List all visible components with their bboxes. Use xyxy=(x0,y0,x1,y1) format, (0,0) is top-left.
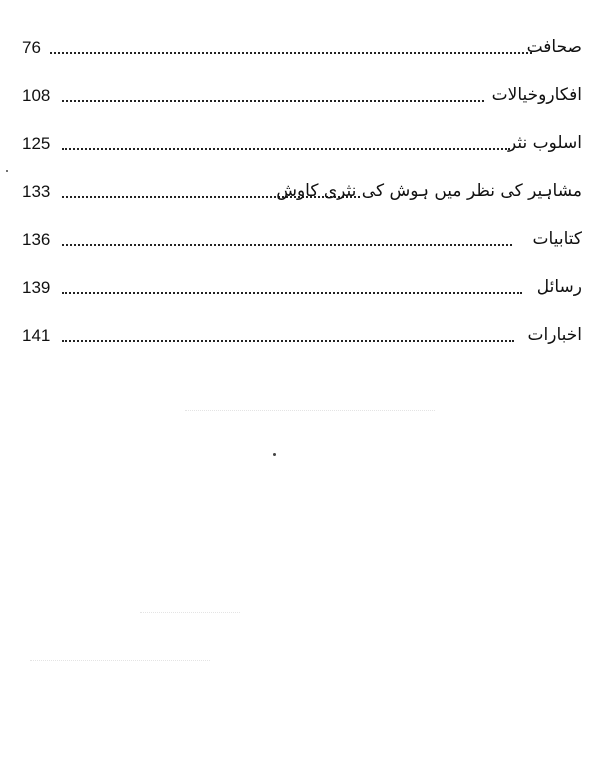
toc-dot-leader xyxy=(62,100,484,102)
toc-entry xyxy=(22,174,582,208)
toc-dot-leader xyxy=(62,244,512,246)
toc-entry-title: مشاہیر کی نظر میں ہوش کی نثری کاوش xyxy=(276,181,582,201)
toc-page-number: 139 xyxy=(22,278,51,297)
toc-entry xyxy=(22,126,582,160)
toc-dot-leader xyxy=(62,148,510,150)
scan-speck xyxy=(273,453,276,456)
toc-entry xyxy=(22,222,582,256)
toc-entry xyxy=(22,78,582,112)
toc-page-number: 125 xyxy=(22,134,51,153)
toc-dot-leader xyxy=(50,52,532,54)
toc-entry-title: رسائل xyxy=(536,277,582,297)
toc-entry xyxy=(22,270,582,304)
toc-page-number: 108 xyxy=(22,86,51,105)
toc-entry-title: افکاروخیالات xyxy=(491,85,582,105)
toc-entry-title: اسلوب نثر xyxy=(507,133,582,153)
toc-dot-leader xyxy=(62,340,514,342)
scan-speck xyxy=(6,170,8,172)
toc-page-number: 141 xyxy=(22,326,51,345)
toc-entry-title: اخبارات xyxy=(527,325,582,345)
toc-entry-title: کتابیات xyxy=(532,229,582,249)
toc-entry xyxy=(22,318,582,352)
toc-page-number: 133 xyxy=(22,182,51,201)
toc-entry xyxy=(22,30,582,64)
scan-bleed-through xyxy=(140,612,240,613)
toc-page-number: 136 xyxy=(22,230,51,249)
scan-bleed-through xyxy=(185,410,435,411)
toc-page-number: 76 xyxy=(22,38,41,57)
toc-entry-title: صحافت xyxy=(526,37,582,57)
scan-bleed-through xyxy=(30,660,210,661)
toc-dot-leader xyxy=(62,292,522,294)
